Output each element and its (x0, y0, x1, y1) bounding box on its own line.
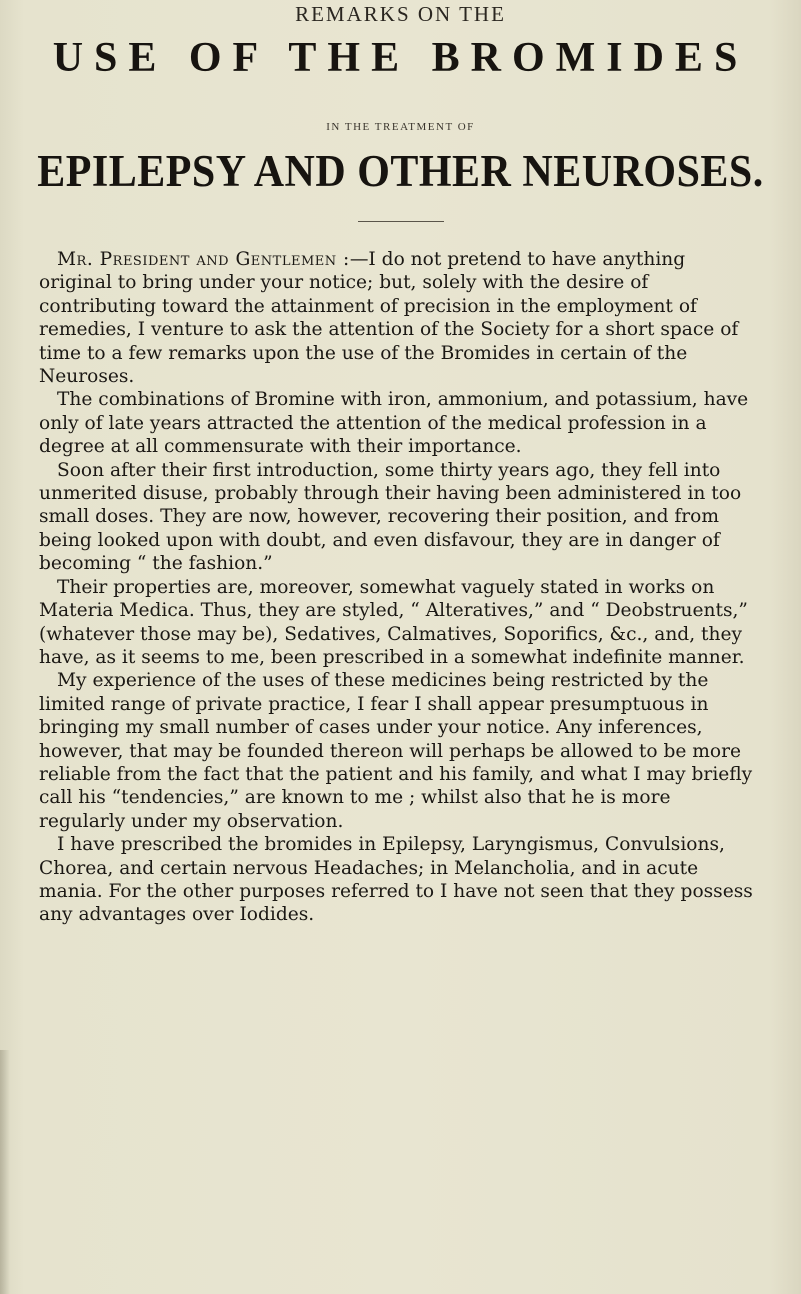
paragraph: My experience of the uses of these medicines being restricted by the limited range of private practice, I fear I shall appear presumptuous in bringing my small number of cases under your notice. Any inferences, however, that may be founded thereon will perhaps be allowed to be more reliable from the fact that the patient and his family, and what I may briefly call his “tendencies,” are known to me ; whilst also that he is more regularly under my observation. (39, 670, 753, 832)
body-text (39, 248, 756, 927)
paragraph (39, 248, 756, 388)
paragraph: Soon after their first introduction, some thirty years ago, they fell into unmerited disuse, probably through their having been administered in too small doses. They are now, however, recovering their position, and from being looked upon with doubt, and even disfavour, they are in danger of becoming “ the fashion.” (39, 459, 742, 575)
title-epilepsy-and-other-neuroses: EPILEPSY AND OTHER NEUROSES. (37, 147, 764, 197)
page-edge-shadow (0, 1050, 10, 1294)
paragraph: I have prescribed the bromides in Epilepsy, Laryngismus, Convulsions, Chorea, and certain nervous Headaches; in Melancholia, and in acute mania. For the other purposes referred to I have not seen that they possess any advantages over Iodides. (39, 834, 753, 926)
title-use-of-the-bromides: USE OF THE BROMIDES (52, 35, 749, 81)
heading-in-the-treatment-of: IN THE TREATMENT OF (326, 121, 475, 133)
salutation: Mr. President and Gentlemen : (57, 249, 350, 270)
paragraph: Their properties are, moreover, somewhat vaguely stated in works on Materia Medica. Thus, they are styled, “ Alteratives,” and “ Deobstruents,” (whatever those may be), Sedatives, Calmatives, Soporifics, &c., and, they have, as it seems to me, been prescribed in a somewhat indefinite manner. (39, 576, 748, 668)
heading-remarks-on-the: REMARKS ON THE (295, 2, 506, 26)
paragraph: The combinations of Bromine with iron, ammonium, and potassium, have only of late years attracted the attention of the medical profession in a degree at all commensurate with their importance. (39, 389, 749, 458)
title-divider-rule (358, 221, 444, 222)
paragraph-text: —I do not pretend to have anything original to bring under your notice; but, solely with the desire of contributing toward the attainment of precision in the employment of remedies, I venture to ask the attention of the Society for a short space of time to a few remarks upon the use of the Bromides in certain of the Neuroses. (39, 249, 739, 388)
